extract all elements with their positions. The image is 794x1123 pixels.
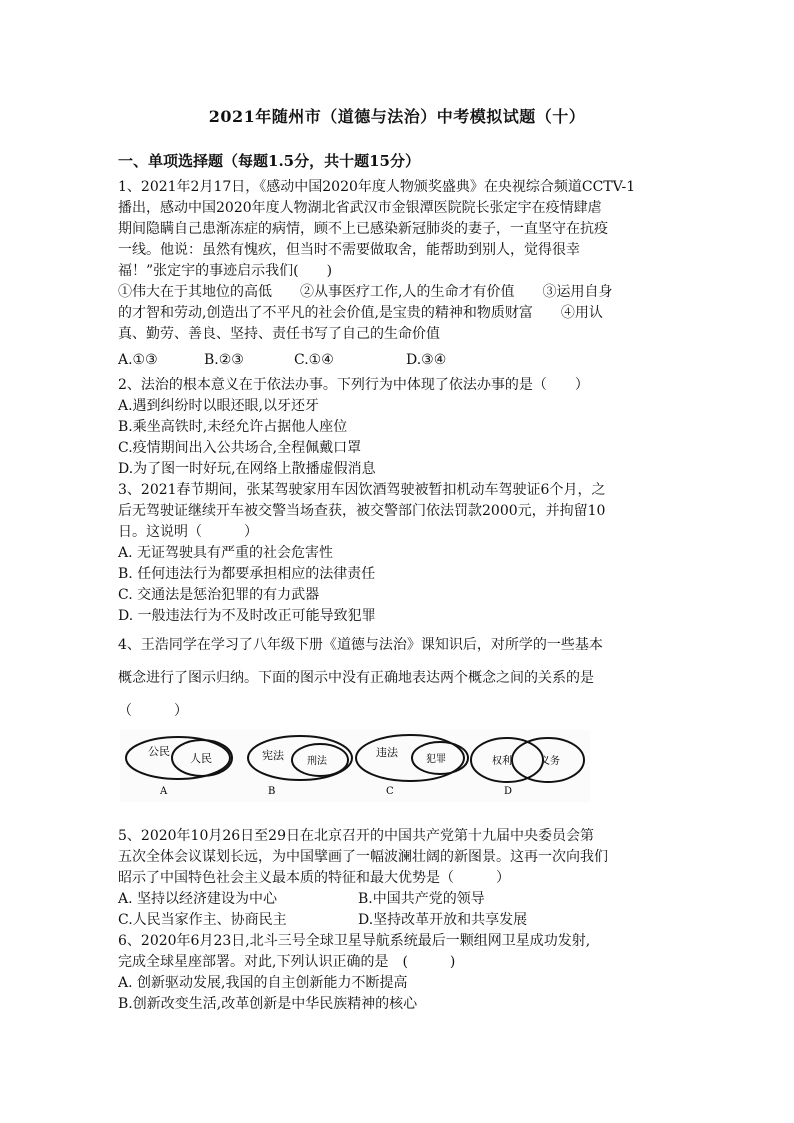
q5-line: 5、2020年10月26日至29日在北京召开的中国共产党第十九届中央委员会第 — [118, 828, 594, 844]
q5-option-d: D.坚持改革开放和共享发展 — [358, 912, 528, 928]
diagram-a-inner-label: 人民 — [190, 752, 212, 765]
q3-line: 后无驾驶证继续开车被交警当场查获，被交警部门依法罚款2000元，并拘留10 — [118, 503, 606, 519]
q3-line: 3、2021春节期间，张某驾驶家用车因饮酒驾驶被暂扣机动车驾驶证6个月，之 — [118, 482, 606, 498]
q3-option-d: D. 一般违法行为不及时改正可能导致犯罪 — [118, 608, 376, 624]
q1-line: 一线。他说：虽然有愧疚，但当时不需要做取舍，能帮助到别人，觉得很幸 — [118, 242, 580, 258]
q2-stem: 2、法治的根本意义在于依法办事。下列行为中体现了依法办事的是（ ） — [118, 377, 589, 393]
diagram-d-left-label: 权利 — [492, 756, 512, 767]
q1-option-c: C.①④ — [294, 352, 334, 368]
q1-option-d: D.③④ — [406, 352, 447, 368]
section-heading: 一、单项选择题（每题1.5分，共十题15分） — [118, 152, 420, 170]
q1-option-b: B.②③ — [204, 352, 244, 368]
q1-line: 福！”张定宇的事迹启示我们( ) — [118, 263, 333, 279]
diagram-b-inner-label: 刑法 — [307, 756, 327, 767]
page-title: 2021年随州市（道德与法治）中考模拟试题（十） — [208, 107, 586, 126]
q3-option-b: B. 任何违法行为都要承担相应的法律责任 — [118, 566, 376, 582]
question-6 — [118, 931, 680, 1015]
q1-line: 的才智和劳动,创造出了不平凡的社会价值,是宝贵的精神和物质财富 ④用认 — [118, 305, 603, 321]
q4-line: （ ） — [118, 703, 188, 719]
question-3 — [118, 480, 680, 627]
question-4 — [118, 629, 680, 728]
q4-line: 4、王浩同学在学习了八年级下册《道德与法治》课知识后，对所学的一些基本 — [118, 637, 603, 653]
question-5 — [118, 826, 680, 1015]
q3-option-a: A. 无证驾驶具有严重的社会危害性 — [118, 545, 334, 561]
q5-options-row — [118, 910, 680, 931]
q2-option-b: B.乘坐高铁时,未经允许占据他人座位 — [118, 419, 348, 435]
concept-diagram — [120, 730, 590, 802]
q6-option-a: A. 创新驱动发展,我国的自主创新能力不断提高 — [118, 975, 408, 991]
q4-line: 概念进行了图示归纳。下面的图示中没有正确地表达两个概念之间的关系的是 — [118, 670, 594, 686]
q2-option-d: D.为了图一时好玩,在网络上散播虚假消息 — [118, 461, 376, 477]
q2-option-a: A.遇到纠纷时以眼还眼,以牙还牙 — [118, 398, 320, 414]
diagram-c-inner-label: 犯罪 — [426, 754, 446, 765]
diagram-b-outer-label: 宪法 — [262, 749, 284, 762]
q5-line: 五次全体会议谋划长远，为中国擘画了一幅波澜壮阔的新图景。这再一次向我们 — [118, 849, 608, 865]
question-1 — [118, 177, 680, 728]
q1-line: 1、2021年2月17日，《感动中国2020年度人物颁奖盛典》在央视综合频道CCTV-1 — [118, 179, 636, 195]
diagram-c-letter: C — [386, 786, 394, 797]
q5-option-b: B.中国共产党的领导 — [358, 891, 485, 907]
q6-line: 6、2020年6月23日,北斗三号全球卫星导航系统最后一颗组网卫星成功发射, — [118, 933, 591, 949]
diagram-d-letter: D — [504, 786, 513, 797]
q3-option-c: C. 交通法是惩治犯罪的有力武器 — [118, 587, 320, 603]
q5-line: 昭示了中国特色社会主义最本质的特征和最大优势是（ ） — [118, 870, 510, 886]
q1-options — [118, 350, 680, 371]
q6-option-b: B.创新改变生活,改革创新是中华民族精神的核心 — [118, 996, 418, 1012]
q6-line: 完成全球星座部署。对此,下列认识正确的是 ( ) — [118, 954, 456, 970]
q5-option-a: A. 坚持以经济建设为中心 — [118, 891, 278, 907]
question-2 — [118, 375, 680, 480]
q1-line: 播出，感动中国2020年度人物湖北省武汉市金银潭医院院长张定宇在疫情肆虐 — [118, 200, 602, 216]
q5-options-row — [118, 889, 680, 910]
diagram-a-letter: A — [160, 786, 168, 797]
q3-line: 日。这说明（ ） — [118, 524, 258, 540]
q5-option-c: C.人民当家作主、协商民主 — [118, 912, 287, 928]
q1-line: 真、勤劳、善良、坚持、责任书写了自己的生命价值 — [118, 326, 440, 342]
q1-line: ①伟大在于其地位的高低 ②从事医疗工作,人的生命才有价值 ③运用自身 — [118, 284, 613, 300]
diagram-a-outer-label: 公民 — [148, 745, 170, 758]
diagram-b-letter: B — [268, 786, 276, 797]
q1-option-a: A.①③ — [118, 352, 158, 368]
q2-option-c: C.疫情期间出入公共场合,全程佩戴口罩 — [118, 440, 362, 456]
diagram-d-right-label: 义务 — [540, 756, 560, 767]
q1-line: 期间隐瞒自己患渐冻症的病情，顾不上已感染新冠肺炎的妻子，一直坚守在抗疫 — [118, 221, 608, 237]
diagram-c-outer-label: 违法 — [376, 746, 398, 759]
